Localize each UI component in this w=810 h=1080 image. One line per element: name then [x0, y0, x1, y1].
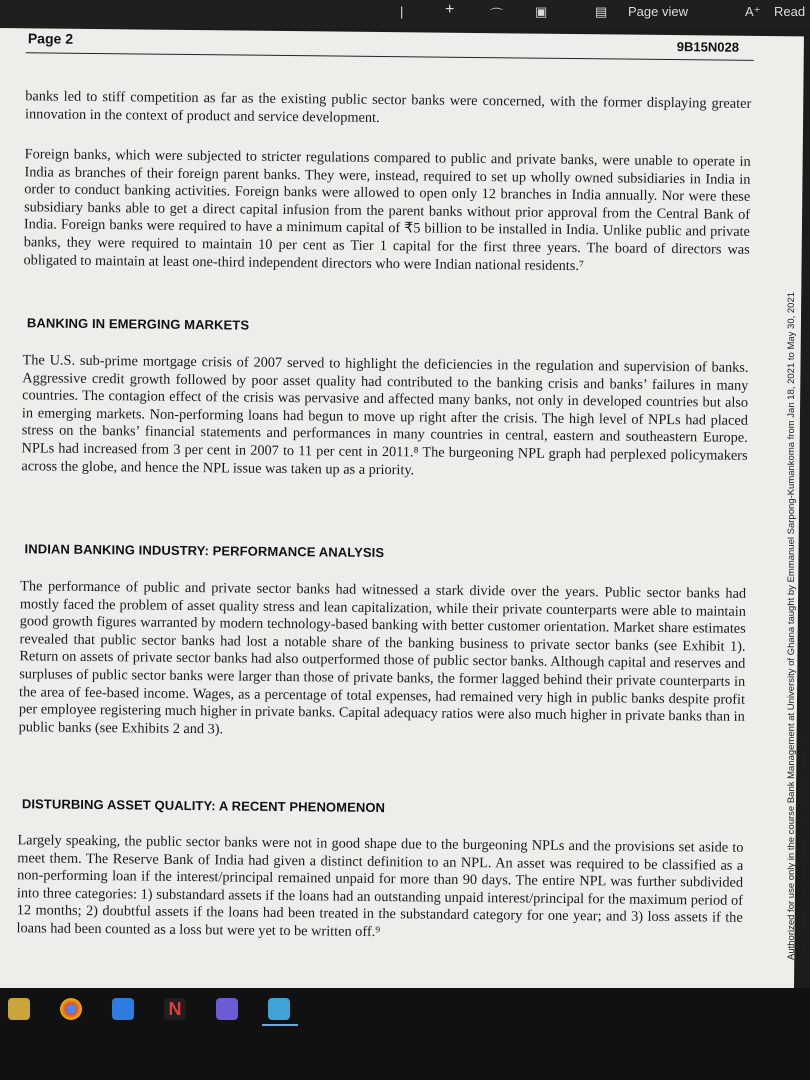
fit-page-icon[interactable]: ▣ [535, 4, 548, 19]
heading-emerging-markets: BANKING IN EMERGING MARKETS [26, 315, 250, 333]
chrome-icon[interactable] [60, 998, 82, 1020]
taskbar [0, 988, 810, 1080]
active-app-indicator [262, 1024, 298, 1026]
paragraph-asset-quality: Largely speaking, the public sector banks were not in good shape due to the burgeoning NPLs and the provisions set aside to meet them. The Reserve Bank of India had given a distinct definition to an NPL. An asset was required to be classified as a non-performing loan if the interest/principal remained unpaid for more than 90 days. The entire NPL was further subdivided into three categories: 1) substandard assets if the loans had an outstanding unpaid interest/principal for the maximum period of 12 months; 2) doubtful assets if the loans had been treated in the substandard category for one year; and 3) loss assets if the loans had been counted as a loss but were yet to be written off.⁹ [16, 832, 744, 940]
page-view-button[interactable]: Page view [628, 4, 688, 19]
viewer-toolbar [0, 0, 810, 28]
document-page [0, 28, 804, 996]
add-icon[interactable]: + [445, 1, 455, 18]
mail-icon[interactable] [112, 998, 134, 1020]
netflix-icon[interactable]: N [164, 998, 186, 1020]
edge-icon[interactable] [268, 998, 290, 1020]
document-id: 9B15N028 [676, 39, 740, 55]
authorization-notice [786, 120, 810, 960]
paragraph-intro: banks led to stiff competition as far as the existing public sector banks were concerned, with the former displaying greater innovation in the context of product and service development. [25, 88, 752, 126]
page-number: Page 2 [27, 30, 74, 47]
read-aloud-button[interactable]: Read [774, 4, 806, 19]
header-rule [26, 52, 754, 61]
text-size-icon[interactable]: A⁺ [745, 4, 761, 19]
file-explorer-icon[interactable] [8, 998, 30, 1020]
paragraph-foreign-banks: Foreign banks, which were subjected to stricter regulations compared to public and private banks, were unable to operate in India as branches of their foreign parent banks. They were, instead, required to set up wholly owned subsidiaries in India in order to conduct banking activities. Foreign banks were allowed to open only 12 branches in India annually. Nor were these subsidiary banks able to get a direct capital infusion from the parent banks without prior approval from the Central Bank of India. Foreign banks were required to have a minimum capital of ₹5 billion to be installed in India. Unlike public and private banks, they were required to maintain 10 per cent as Tier 1 capital for the first three years. The board of directors was obligated to maintain at least one-third independent directors who were Indian national residents.⁷ [23, 146, 751, 274]
paragraph-performance: The performance of public and private sector banks had witnessed a stark divide over the years. Public sector banks had mostly faced the problem of asset quality stress and lean capitalization, while their private counterparts were able to maintain good growth figures warranted by modern technology-based banking with better customer orientation. Market share estimates revealed that public sector banks had lost a notable share of the banking business to private sector banks (see Exhibit 1). Return on assets of private sector banks had also outperformed those of public sector banks. Although capital and reserves and surpluses of public sector banks were larger than those of private banks, the former lagged behind their private counterparts in the area of fee-based income. Wages, as a percentage of total expenses, had remained very high in public banks despite profit per employee registering much higher in private banks. Capital adequacy ratios were also much higher in private banks than in public banks (see Exhibits 2 and 3). [18, 578, 747, 738]
heading-asset-quality: DISTURBING ASSET QUALITY: A RECENT PHENOMENON [21, 796, 386, 816]
people-icon[interactable] [216, 998, 238, 1020]
paragraph-subprime: The U.S. sub-prime mortgage crisis of 2007 served to highlight the deficiencies in the regulation and supervision of banks. Aggressive credit growth followed by poor asset quality had contributed to the banking crisis and banks’ failures in many countries. The contagion effect of the crisis was pervasive and affected many banks, not only in developed countries but also in emerging markets. Non-performing loans had begun to move up right after the crisis. The high level of NPLs had placed stress on the banks’ financial statements and performances in many countries in central, eastern and southeastern Europe. NPLs had increased from 3 per cent in 2007 to 11 per cent in 2011.⁸ The burgeoning NPL graph had perplexed policymakers across the globe, and hence the NPL issue was taken up as a priority. [21, 352, 749, 478]
divider-icon: | [400, 4, 404, 19]
draw-icon[interactable]: ⌒ [490, 7, 504, 22]
authorization-line: Authorized for use only in the course Bank Management at University of Ghana taught by Emmanuel Sarpong-Kumankoma from Jan 18, 2021 to May 30, 2021 [786, 291, 797, 960]
page-view-icon[interactable]: ▤ [595, 4, 608, 19]
copyright-line: Use outside these parameters is a copyright violation. [798, 734, 809, 960]
heading-performance-analysis: INDIAN BANKING INDUSTRY: PERFORMANCE ANALYSIS [24, 541, 385, 561]
